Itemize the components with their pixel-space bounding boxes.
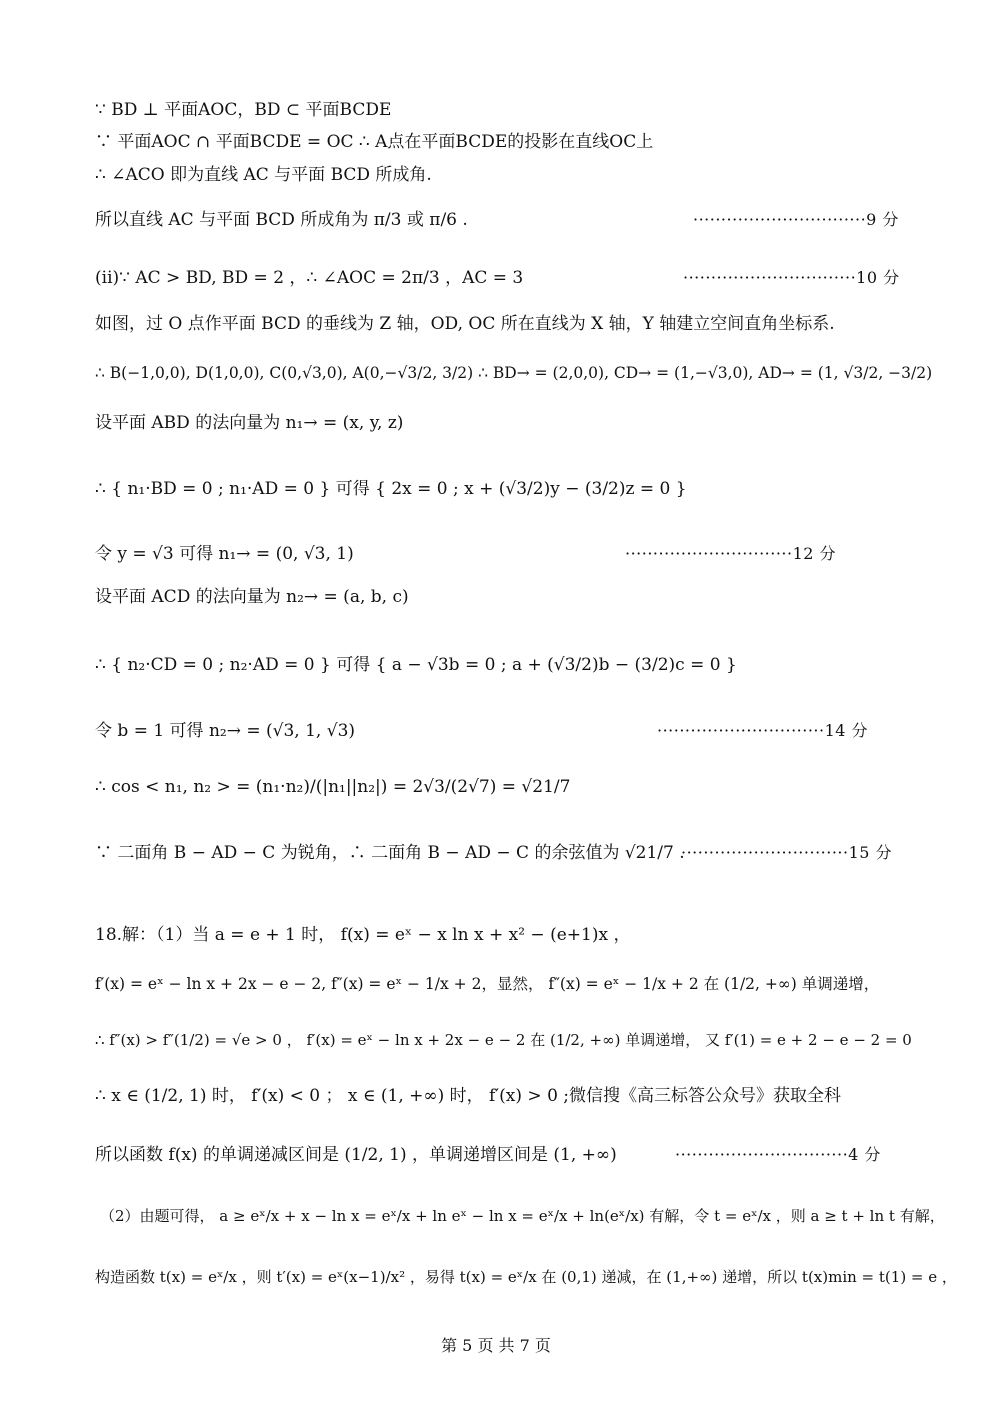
line-5: (ii)∵ AC > BD, BD = 2 ，∴ ∠AOC = 2π/3 ，AC = 3 <box>95 268 524 288</box>
line-9: ∴ { n₁·BD = 0 ; n₁·AD = 0 } 可得 { 2x = 0 ; x + (√3/2)y − (3/2)z = 0 } <box>95 479 687 499</box>
score-10: ·······························10 分 <box>683 268 900 287</box>
line-1: ∵ BD ⊥ 平面AOC，BD ⊂ 平面BCDE <box>95 100 392 120</box>
score-15: ······························15 分 <box>681 843 893 862</box>
line-17: f′(x) = eˣ − ln x + 2x − e − 2, f″(x) = eˣ − 1/x + 2，显然， f″(x) = eˣ − 1/x + 2 在 (1/2, +∞) 单调递增， <box>95 975 880 993</box>
line-19: ∴ x ∈ (1/2, 1) 时， f′(x) < 0 ； x ∈ (1, +∞) 时， f′(x) > 0 ;微信搜《高三标答公众号》获取全科 <box>95 1086 842 1106</box>
line-6: 如图，过 O 点作平面 BCD 的垂线为 Z 轴，OD, OC 所在直线为 X 轴，Y 轴建立空间直角坐标系. <box>95 314 835 334</box>
page-footer: 第 5 页 共 7 页 <box>441 1336 551 1355</box>
line-22: 构造函数 t(x) = eˣ/x ，则 t′(x) = eˣ(x−1)/x² ，易得 t(x) = eˣ/x 在 (0,1) 递减，在 (1,+∞) 递增，所以 t(x)min = t(1) = e ， <box>95 1268 957 1286</box>
line-3: ∴ ∠ACO 即为直线 AC 与平面 BCD 所成角. <box>95 165 432 185</box>
line-15: ∵ 二面角 B − AD − C 为锐角，∴ 二面角 B − AD − C 的余弦值为 √21/7 . <box>95 843 685 863</box>
line-8: 设平面 ABD 的法向量为 n₁→ = (x, y, z) <box>95 413 404 433</box>
line-10: 令 y = √3 可得 n₁→ = (0, √3, 1) <box>95 544 354 564</box>
score-12: ······························12 分 <box>625 544 837 563</box>
line-4: 所以直线 AC 与平面 BCD 所成角为 π/3 或 π/6 . <box>95 210 468 230</box>
line-18: ∴ f″(x) > f″(1/2) = √e > 0 ， f′(x) = eˣ − ln x + 2x − e − 2 在 (1/2, +∞) 单调递增， 又 f′(1) = e + 2 − e − 2 = 0 <box>95 1031 912 1049</box>
line-16: 18.解：（1）当 a = e + 1 时， f(x) = eˣ − x ln x + x² − (e+1)x ， <box>95 925 631 945</box>
line-21: （2）由题可得， a ≥ eˣ/x + x − ln x = eˣ/x + ln eˣ − ln x = eˣ/x + ln(eˣ/x) 有解，令 t = eˣ/x ，则 a ≥ t + ln t 有解， <box>100 1207 945 1225</box>
line-12: ∴ { n₂·CD = 0 ; n₂·AD = 0 } 可得 { a − √3b = 0 ; a + (√3/2)b − (3/2)c = 0 } <box>95 655 737 675</box>
score-9: ·······························9 分 <box>693 210 899 229</box>
line-2: ∵ 平面AOC ∩ 平面BCDE = OC ∴ A点在平面BCDE的投影在直线OC上 <box>95 132 654 152</box>
score-14: ······························14 分 <box>657 721 869 740</box>
line-20: 所以函数 f(x) 的单调递减区间是 (1/2, 1) ，单调递增区间是 (1, +∞) <box>95 1145 617 1165</box>
line-11: 设平面 ACD 的法向量为 n₂→ = (a, b, c) <box>95 587 409 607</box>
line-14: ∴ cos < n₁, n₂ > = (n₁·n₂)/(|n₁||n₂|) = 2√3/(2√7) = √21/7 <box>95 777 571 797</box>
line-13: 令 b = 1 可得 n₂→ = (√3, 1, √3) <box>95 721 356 741</box>
score-4: ·······························4 分 <box>675 1145 881 1164</box>
line-7: ∴ B(−1,0,0), D(1,0,0), C(0,√3,0), A(0,−√3/2, 3/2) ∴ BD→ = (2,0,0), CD→ = (1,−√3,0), AD→ = (1, √3/2, −3/2) <box>95 364 933 382</box>
